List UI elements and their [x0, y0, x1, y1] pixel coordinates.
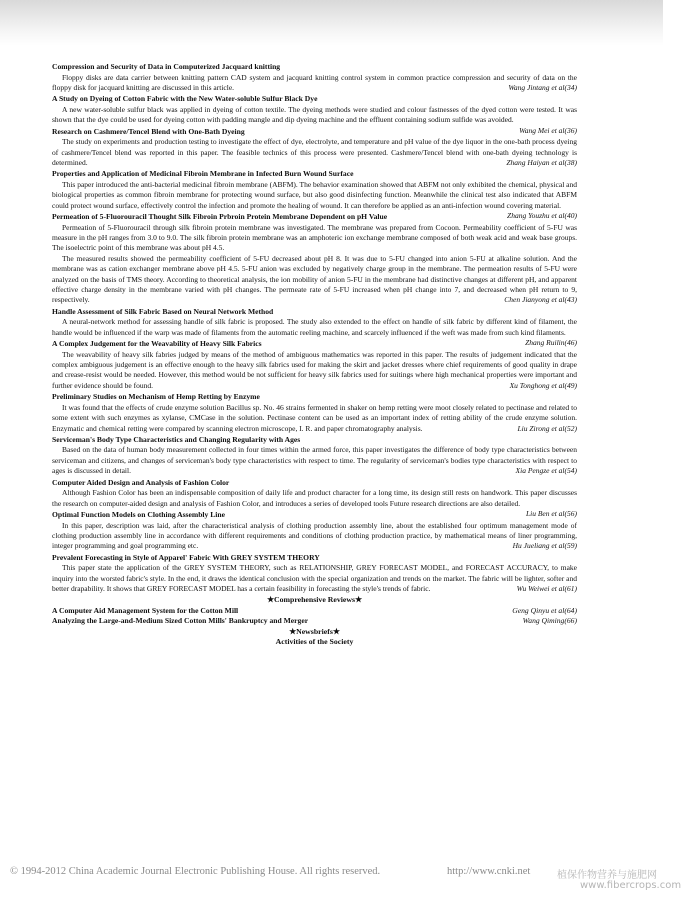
entry-abstract	[52, 137, 577, 168]
entry-6	[52, 339, 577, 391]
entry-author: Zhang Ruilin(46)	[512, 338, 577, 348]
entry-author: Liu Zirong et al(52)	[504, 424, 577, 434]
entry-title: Optimal Function Models on Clothing Assembly Line	[52, 510, 225, 519]
reviews-heading: ★Comprehensive Reviews★	[266, 595, 363, 605]
entry-title: Computer Aided Design and Analysis of Fashion Color	[52, 477, 230, 487]
entry-8	[52, 435, 577, 477]
entry-abstract	[52, 73, 577, 94]
entry-author: Wang Jintang et al(34)	[495, 83, 577, 93]
abstract-text: This paper introduced the anti-bacterial medicinal fibroin membrane (ABFM). The behavior examination showed that ABFM not only exhibited the chemical, physical and biological properties as common fibroin membrane for protecting wound surface, but also good disinfecting function. Meanwhile the clinical test also indicated that ABFM could protect wound surface, effectively control the infection and promote the healing of wound. It can therefore be applied as an anti-infection wound covering material.	[52, 179, 577, 210]
review-title: A Computer Aid Management System for the Cotton Mill	[52, 605, 239, 615]
entry-title: Prevalent Forecasting in Style of Apparel' Fabric With GREY SYSTEM THEORY	[52, 552, 320, 562]
entry-title: Compression and Security of Data in Computerized Jacquard knitting	[52, 62, 281, 71]
entry-0	[52, 62, 577, 93]
entry-title: Research on Cashmere/Tencel Blend with One-Bath Dyeing	[52, 126, 245, 136]
entry-title: Permeation of 5-Fluorouracil Thought Silk Fibroin Prbroin Protein Membrane Dependent on pH Value	[52, 212, 388, 222]
abstract-text: Although Fashion Color has been an indispensable composition of daily life and product character for a long time, its design still rests on handwork. This paper discusses the research on computer-aided design and analysis of Fashion Color, and introduces a series of developed tools Future research directions are also detailed.	[52, 488, 577, 508]
abstract-text: In this paper, description was laid, after the characteristical analysis of clothing production assembly line, about the established four optimum management mode of clothing production assembly line in accordance with different requirements and conditions of clothing production practice, by mathematical means of liner programming, integer programming and goal programming etc.	[52, 520, 577, 551]
entry-author: Liu Ben et al(56)	[513, 509, 577, 519]
abstract-text: This paper state the application of the GREY SYSTEM THEORY, such as RELATIONSHIP, GREY FORECAST MODEL, and FORECAST ACCURACY, to make inquiry into the worsted fabric's style. In the end, it draws the identical conclusion with the special organization and trends on the market. The fabric will be lighter, softer and better drapability. It shows that GREY FORECAST MODEL has a certain feasibility in forecasting the style's trends of fabric.	[52, 563, 577, 594]
entry-title: Serviceman's Body Type Characteristics and Changing Regularity with Ages	[52, 434, 301, 444]
entry-abstract	[52, 521, 577, 552]
entry-title: Handle Assessment of Silk Fabric Based on Neural Network Method	[52, 306, 274, 316]
abstract-text: A neural-network method for assessing handle of silk fabric is proposed. The study also extended to the effect on handle of silk fabric by different kind of filament, the handle would be influenced if the warp was made of filaments from the automatic reeling machine, and scarcely influenced if the weft was made from such kind filaments.	[52, 317, 577, 337]
review-item-0	[52, 606, 577, 617]
scan-top-shadow	[0, 0, 663, 46]
cnki-link[interactable]: http://www.cnki.net	[447, 866, 531, 877]
review-author: Wang Qiming(66)	[520, 616, 577, 627]
entry-abstract	[52, 350, 577, 392]
entry-7	[52, 392, 577, 434]
abstract-text-2: The measured results showed the permeability coefficient of 5-FU decreased about pH 8. It was due to 5-FU changed into anion 5-FU at alkaline solution. And the membrane was as cation exchanger membrane above pH 4.5. 5-FU anion was excluded by negatively charge group in the membrane. The permeation results of 5-FU were analyzed on the basis of TMS theory. According to theoretical analysis, the ion mobility of anion 5-FU in the membrane had distinctive changes at different pH, and apparent effective charge density in the membrane varied with pH changes. The permeate rate of 5-FU increased when pH change into 7, and decreased when pH return to 9, respectively.	[52, 253, 577, 305]
newsbriefs-heading: ★Newsbriefs★	[289, 626, 340, 636]
entry-4	[52, 212, 577, 306]
copyright-notice: © 1994-2012 China Academic Journal Electronic Publishing House. All rights reserved.	[10, 866, 381, 877]
abstract-text: Floppy disks are data carrier between knitting pattern CAD system and jacquard knitting control system in common practice compression and security of data on the floppy disk for jacquard knitting are discussed in this article.	[52, 72, 577, 92]
entry-2	[52, 127, 577, 169]
abstract-text: The weavability of heavy silk fabries judged by means of the method of ambiguous mathematics was reported in this paper. The results of judgement indicated that the complex ambiguous judgement is an effective enough to the heavy silk fabrics used for making the skirt and jacket dresses where chief requirements of good quality in drape and crease-resist would be needed. However, this method would be not sufficient for heavy silk fabrics used for suitings where high mechanical properties were important and further evidence should be found.	[52, 349, 577, 390]
abstract-text: The study on experiments and production testing to investigate the effect of dye, electrolyte, and temperature and pH value of the dye liquor in the one-bath process dyeing of cashmere/Tencel blend was reported in this paper. The feasible technics of this process were presented. Cashmere/Tencel blend with one-bath dyeing technology is determined.	[52, 137, 577, 167]
entry-title: A Study on Dyeing of Cotton Fabric with the New Water-soluble Sulfur Black Dye	[52, 94, 318, 104]
entry-abstract	[52, 563, 577, 594]
abstract-text: Permeation of 5-Fluorouracil through silk fibroin protein membrane was investigated. The membrane was prepared from Cocoon. Permeability coefficient of 5-FU was measure in the pH ranges from 3.0 to 9.0. The silk fibroin protein membrane was an amphoteric ion exchange membrane composed of both weak acid and weak base groups. The isoelectric point of this membrane was about pH 4.5.	[52, 222, 577, 253]
abstract-text: Based on the data of human body measurement collected in four times within the armed force, this paper investigates the difference of body type characteristics between serviceman and citizens, and changes of serviceman's body type characteristics with respect to time. The regularity of serviceman's bodies type characteristics with respect to ages is discussed in detail.	[52, 445, 577, 476]
entry-author: Chen Jianyong et al(43)	[491, 295, 577, 305]
entry-author: Xu Tonghong et al(49)	[497, 381, 577, 391]
abstracts-page	[52, 62, 577, 648]
entry-title: A Complex Judgement for the Weavability of Heavy Silk Fabrics	[52, 339, 262, 349]
entry-abstract	[52, 445, 577, 476]
watermark-site-name: 植保作物营养与施肥网	[557, 870, 657, 881]
entry-title: Properties and Application of Medicinal Fibroin Membrane in Infected Burn Wound Surface	[52, 169, 354, 179]
entry-title: Preliminary Studies on Mechanism of Hemp Retting by Enzyme	[52, 392, 260, 402]
page-footer	[0, 862, 681, 897]
entry-author: Xia Pengze et al(54)	[503, 466, 577, 476]
review-item-1	[52, 616, 577, 627]
abstract-text-continued	[52, 254, 577, 306]
entry-11	[52, 553, 577, 595]
entry-author: Hu Jueliang et al(59)	[500, 541, 577, 551]
abstract-text: A new water-soluble sulfur black was applied in dyeing of cotton textile. The dyeing methods were studied and colour fastnesses of the dyed cotton were tested. It was shown that the dye could be used for dyeing cotton with padding mangle and dip dyeing machine and the effluent containing sodium sulfide was avoided.	[52, 104, 577, 125]
entry-abstract	[52, 223, 577, 306]
abstract-text: It was found that the effects of crude enzyme solution Bacillus sp. No. 46 strains fermented in shaker on hemp retting were moot closely related to pectinase and related to some extent with such enzymes as xylanse, CMCase in the solution. Pectinase content can be used as an important index of retting ability of the crude enzyme solution. Enzymatic and chemical retting were compared by scanning electron microscope, I. R. and paper chromatography analysis.	[52, 402, 577, 433]
entry-10	[52, 510, 577, 552]
review-title: Analyzing the Large-and-Medium Sized Cotton Mills' Bankruptcy and Merger	[52, 616, 309, 626]
entry-abstract	[52, 403, 577, 434]
entry-author: Zhang Youzhu et al(40)	[494, 211, 577, 221]
entry-author: Wu Weiwei et al(61)	[504, 584, 577, 594]
entry-author: Zhang Haiyan et al(38)	[493, 158, 577, 168]
watermark-url: www.fibercrops.com	[580, 880, 681, 891]
newsbriefs-item: Activities of the Society	[275, 637, 354, 647]
entry-author: Wang Mei et al(36)	[506, 126, 577, 136]
review-author: Geng Qinyu et al(64)	[509, 606, 577, 617]
